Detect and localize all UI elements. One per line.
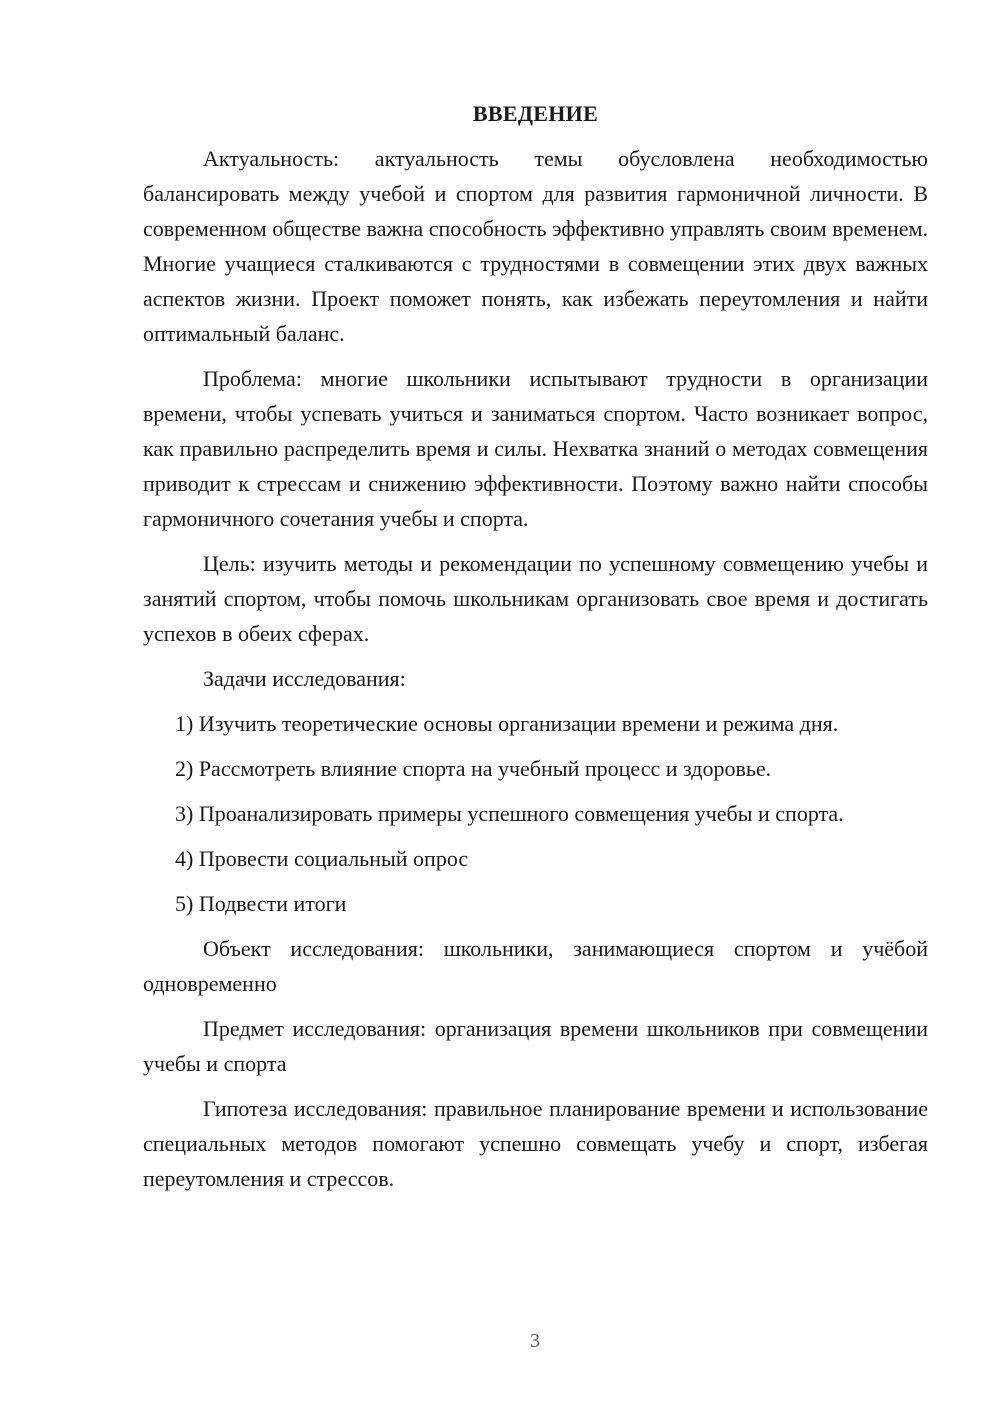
paragraph-problem: Проблема: многие школьники испытывают трудности в организации времени, чтобы успевать учиться и заниматься спортом. Часто возникает вопрос, как правильно распределить время и силы. Нехватка знаний о методах совмещения приводит к стрессам и снижению эффективности. Поэтому важно найти способы гармоничного сочетания учебы и спорта.	[143, 366, 928, 531]
paragraph-object: Объект исследования: школьники, занимающиеся спортом и учёбой одновременно	[143, 936, 928, 996]
task-item-4: 4) Провести социальный опрос	[175, 846, 469, 871]
tasks-heading: Задачи исследования:	[203, 666, 406, 691]
paragraph-relevance: Актуальность: актуальность темы обусловлена необходимостью балансировать между учебой и спортом для развития гармоничной личности. В современном обществе важна способность эффективно управлять своим временем. Многие учащиеся сталкиваются с трудностями в совмещении этих двух важных аспектов жизни. Проект поможет понять, как избежать переутомления и найти оптимальный баланс.	[143, 146, 928, 346]
paragraph-subject: Предмет исследования: организация времени школьников при совмещении учебы и спорта	[143, 1016, 928, 1076]
paragraph-goal: Цель: изучить методы и рекомендации по успешному совмещению учебы и занятий спортом, чтобы помочь школьникам организовать свое время и достигать успехов в обеих сферах.	[143, 551, 928, 646]
page-number: 3	[530, 1330, 540, 1352]
task-item-3: 3) Проанализировать примеры успешного совмещения учебы и спорта.	[175, 801, 844, 826]
task-item-5: 5) Подвести итоги	[175, 891, 347, 916]
page-title: ВВЕДЕНИЕ	[472, 101, 599, 126]
document-body	[143, 96, 928, 1206]
paragraph-hypothesis: Гипотеза исследования: правильное планирование времени и использование специальных методов помогают успешно совмещать учебу и спорт, избегая переутомления и стрессов.	[143, 1096, 928, 1191]
task-item-1: 1) Изучить теоретические основы организации времени и режима дня.	[175, 711, 839, 736]
task-item-2: 2) Рассмотреть влияние спорта на учебный процесс и здоровье.	[175, 756, 772, 781]
